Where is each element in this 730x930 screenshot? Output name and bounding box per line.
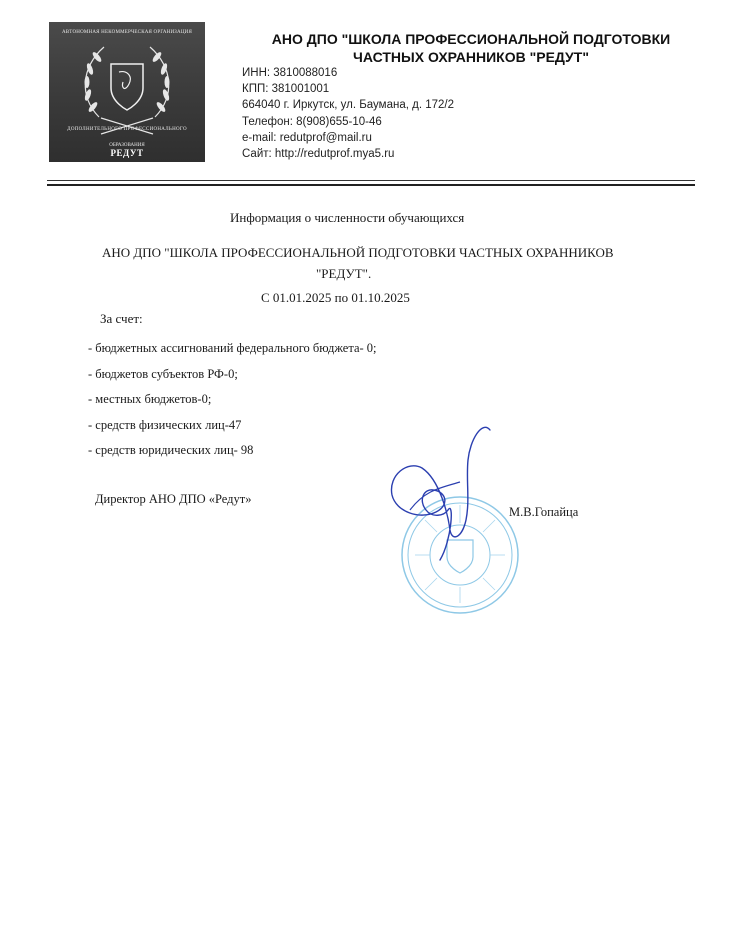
signature-icon bbox=[370, 420, 520, 570]
laurel-emblem-icon bbox=[49, 22, 205, 162]
list-item: - средств физических лиц-47 bbox=[88, 417, 242, 432]
list-item: - средств юридических лиц- 98 bbox=[88, 443, 254, 458]
director-name: М.В.Гопайца bbox=[509, 505, 579, 519]
list-item: - бюджетных ассигнований федерального бюджета- 0; bbox=[88, 341, 377, 355]
logo-middle-text: ДОПОЛНИТЕЛЬНОГО ПРОФЕССИОНАЛЬНОГО bbox=[67, 127, 187, 132]
kpp: КПП: 381001001 bbox=[242, 83, 330, 96]
phone: Телефон: 8(908)655-10-46 bbox=[242, 115, 382, 128]
website: Сайт: http://redutprof.mya5.ru bbox=[242, 148, 395, 161]
reporting-period: С 01.01.2025 по 01.10.2025 bbox=[261, 290, 410, 305]
header-divider bbox=[47, 180, 695, 181]
logo-name: РЕДУТ bbox=[110, 148, 144, 158]
contact-details bbox=[242, 65, 454, 162]
header-divider bbox=[47, 184, 695, 186]
funding-list bbox=[88, 339, 377, 467]
director-label: Директор АНО ДПО «Редут» bbox=[95, 492, 252, 506]
logo-sub-text: ОБРАЗОВАНИЯ bbox=[109, 143, 145, 148]
document-org-line: АНО ДПО "ШКОЛА ПРОФЕССИОНАЛЬНОЙ ПОДГОТОВКИ ЧАСТНЫХ ОХРАННИКОВ bbox=[102, 245, 614, 260]
organization-title bbox=[236, 30, 706, 66]
organization-logo bbox=[49, 22, 205, 162]
address: 664040 г. Иркутск, ул. Баумана, д. 172/2 bbox=[242, 99, 454, 112]
document-title: Информация о численности обучающихся bbox=[230, 210, 465, 225]
inn: ИНН: 3810088016 bbox=[242, 67, 338, 79]
email: e-mail: redutprof@mail.ru bbox=[242, 131, 372, 144]
list-item: - бюджетов субъектов РФ-0; bbox=[88, 366, 238, 381]
document-org-line: "РЕДУТ". bbox=[316, 266, 372, 281]
organization-title-line: ЧАСТНЫХ ОХРАННИКОВ "РЕДУТ" bbox=[353, 49, 589, 65]
logo-top-text: АВТОНОМНАЯ НЕКОММЕРЧЕСКАЯ ОРГАНИЗАЦИЯ bbox=[62, 30, 192, 35]
list-item: - местных бюджетов-0; bbox=[88, 392, 212, 407]
funding-label: За счет: bbox=[100, 311, 143, 326]
organization-title-line: АНО ДПО "ШКОЛА ПРОФЕССИОНАЛЬНОЙ ПОДГОТОВКИ bbox=[271, 31, 671, 47]
